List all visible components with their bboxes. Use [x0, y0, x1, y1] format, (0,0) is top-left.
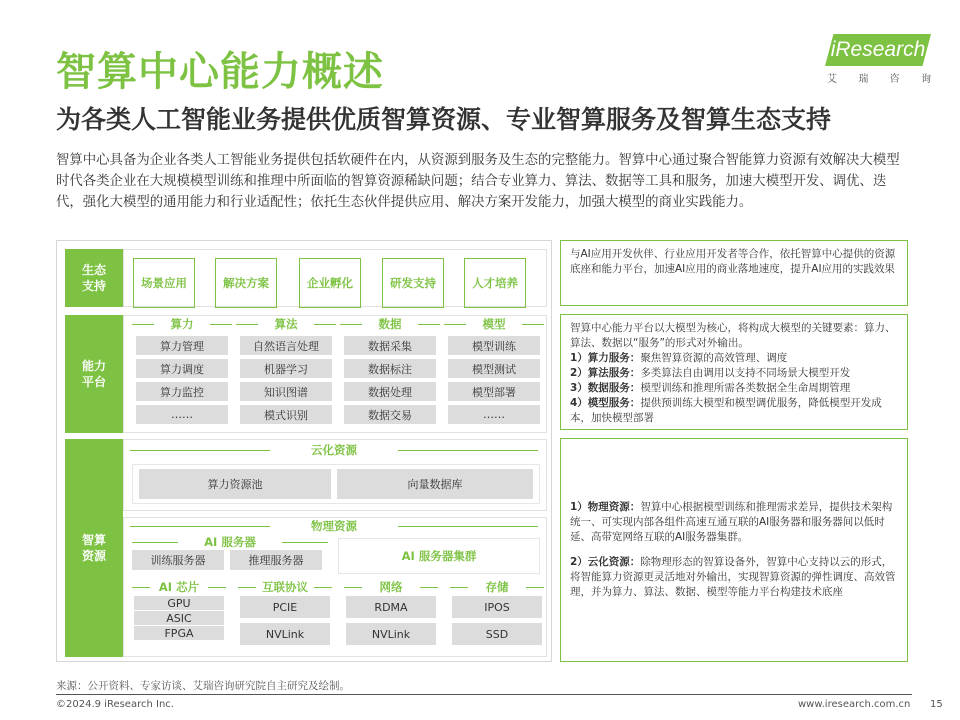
hardware-cell: FPGA [134, 626, 224, 640]
platform-column-head: 算法 [274, 317, 298, 331]
divider [130, 526, 270, 527]
divider [398, 526, 538, 527]
description-item-key: 1）物理资源： [570, 501, 641, 513]
iresearch-logo [823, 34, 933, 84]
platform-cell: 算力监控 [136, 382, 228, 401]
ecosystem-description: 与AI应用开发伙伴、行业应用开发者等合作，依托智算中心提供的资源底座和能力平台，加速AI应用的商业落地速度，提升AI应用的实践效果 [560, 240, 908, 306]
platform-column-head: 模型 [482, 317, 506, 331]
eco-item: 研发支持 [382, 258, 444, 308]
eco-item: 解决方案 [215, 258, 277, 308]
divider [418, 324, 440, 325]
platform-cell: 自然语言处理 [240, 336, 332, 355]
copyright: ©2024.9 iResearch Inc. [56, 699, 174, 710]
logo-char: 询 [920, 74, 931, 85]
cloud-resources-title: 云化资源 [311, 443, 357, 457]
page-title: 智算中心能力概述 [56, 49, 384, 95]
website: www.iresearch.com.cn [798, 699, 911, 710]
eco-item: 场景应用 [133, 258, 195, 308]
divider [132, 324, 154, 325]
hardware-cell: RDMA [346, 596, 436, 618]
ai-server-cluster: AI 服务器集群 [338, 538, 540, 574]
source-note: 来源：公开资料、专家访谈、艾瑞咨询研究院自主研究及绘制。 [56, 680, 350, 692]
divider [236, 324, 258, 325]
platform-intro: 智算中心能力平台以大模型为核心，将构成大模型的关键要素：算力、算法、数据以“服务”的形式对外输出。 [570, 322, 896, 349]
platform-cell: …… [136, 405, 228, 424]
divider [444, 324, 466, 325]
cloud-cell: 算力资源池 [139, 469, 331, 499]
description-item [570, 351, 898, 366]
platform-cell: …… [448, 405, 540, 424]
physical-resources-title: 物理资源 [311, 519, 357, 533]
platform-cell: 知识图谱 [240, 382, 332, 401]
description-item [570, 396, 898, 426]
hardware-group-head: 互联协议 [262, 580, 308, 594]
divider [314, 324, 336, 325]
description-item-key: 2）云化资源： [570, 556, 641, 568]
platform-cell: 数据采集 [344, 336, 436, 355]
intro-paragraph: 智算中心具备为企业各类人工智能业务提供包括软硬件在内，从资源到服务及生态的完整能力。智算中心通过聚合智能算力资源有效解决大模型时代各类企业在大规模模型训练和推理中所面临的智算资源稀缺问题；结合专业算力、算法、数据等工具和服务，加速大模型开发、调优、迭代，强化大模型的通用能力和行业适配性；依托生态伙伴提供应用、解决方案开发能力，加强大模型的商业实践能力。 [56, 153, 900, 210]
hardware-cell: GPU [134, 596, 224, 610]
description-item [570, 381, 898, 396]
cloud-cell: 向量数据库 [337, 469, 533, 499]
hardware-group-head: 网络 [379, 580, 403, 594]
logo-char: 瑞 [858, 74, 869, 85]
description-item-key: 3）数据服务： [570, 382, 641, 394]
divider [398, 450, 538, 451]
divider [210, 324, 232, 325]
divider [450, 587, 468, 588]
platform-cell: 模型训练 [448, 336, 540, 355]
description-item-text: 多类算法自由调用以支持不同场景大模型开发 [640, 367, 851, 379]
divider [526, 587, 544, 588]
hardware-cell: NVLink [240, 623, 330, 645]
row-label-ecosystem: 生态 支持 [65, 249, 123, 307]
divider [282, 542, 328, 543]
platform-items [570, 351, 898, 426]
logo-char: 艾 [827, 74, 837, 85]
hardware-cell: ASIC [134, 611, 224, 625]
hardware-group-head: AI 芯片 [158, 580, 200, 594]
platform-cell: 模型部署 [448, 382, 540, 401]
hardware-cell: NVLink [346, 623, 436, 645]
divider [420, 587, 438, 588]
description-item [570, 555, 898, 600]
ecosystem-box [123, 249, 547, 307]
resource-items [570, 500, 898, 600]
platform-cell: 模式识别 [240, 405, 332, 424]
description-item-text: 除物理形态的智算设备外，智算中心支持以云的形式，将智能算力资源更灵活地对外输出，实现智算资源的弹性调度、高效管理，并为算力、算法、数据、模型等能力平台构建技术底座 [570, 556, 896, 598]
hardware-cell: SSD [452, 623, 542, 645]
divider [130, 450, 270, 451]
eco-item: 企业孵化 [299, 258, 361, 308]
platform-description [560, 314, 908, 430]
divider [208, 587, 226, 588]
footer-divider [56, 694, 912, 695]
platform-cell: 数据交易 [344, 405, 436, 424]
row-label-resources: 智算 资源 [65, 439, 123, 657]
logo-char: 咨 [889, 74, 900, 85]
description-item-key: 4）模型服务： [570, 397, 641, 409]
platform-column-head: 数据 [378, 317, 402, 331]
divider [522, 324, 544, 325]
description-item-text: 模型训练和推理所需各类数据全生命周期管理 [640, 382, 851, 394]
platform-box [123, 315, 547, 433]
description-item-key: 2）算法服务： [570, 367, 641, 379]
row-label-platform: 能力 平台 [65, 315, 123, 433]
page-number: 15 [930, 699, 943, 710]
hardware-group [342, 580, 440, 654]
platform-cell: 模型测试 [448, 359, 540, 378]
hardware-group [448, 580, 546, 654]
physical-resources-panel [123, 517, 547, 657]
architecture-diagram [56, 240, 552, 662]
divider [344, 587, 362, 588]
description-item-key: 1）算力服务： [570, 352, 641, 364]
platform-cell: 数据标注 [344, 359, 436, 378]
cloud-resources-panel [123, 439, 547, 511]
divider [340, 324, 362, 325]
description-item [570, 366, 898, 381]
page-subtitle: 为各类人工智能业务提供优质智算资源、专业智算服务及智算生态支持 [56, 105, 832, 134]
ai-server-group [130, 536, 330, 572]
cloud-cells-frame [132, 464, 540, 504]
hardware-group [236, 580, 334, 654]
logo-brand: iResearch [830, 38, 926, 61]
hardware-cell: PCIE [240, 596, 330, 618]
divider [132, 587, 150, 588]
ai-server-cell: 训练服务器 [132, 550, 224, 570]
platform-cell: 机器学习 [240, 359, 332, 378]
eco-item: 人才培养 [464, 258, 526, 308]
platform-cell: 算力调度 [136, 359, 228, 378]
description-item [570, 500, 898, 545]
hardware-group [130, 580, 228, 654]
description-item-text: 提供预训练大模型和模型调优服务，降低模型开发成本，加快模型部署 [570, 397, 882, 424]
resources-description [560, 438, 908, 662]
platform-cell: 算力管理 [136, 336, 228, 355]
hardware-cell: IPOS [452, 596, 542, 618]
ai-server-cell: 推理服务器 [230, 550, 322, 570]
divider [314, 587, 332, 588]
description-item-text: 智算中心根据模型训练和推理需求差异，提供技术架构统一、可实现内部各组件高速互通互联的AI服务器和服务器间以低时延、高带宽网络互联的AI服务器集群。 [570, 501, 893, 543]
platform-column-head: 算力 [170, 317, 194, 331]
divider [238, 587, 256, 588]
hardware-group-head: 存储 [485, 580, 509, 594]
platform-cell: 数据处理 [344, 382, 436, 401]
divider [132, 542, 178, 543]
logo-chars [827, 70, 931, 85]
ai-server-title: AI 服务器 [204, 535, 256, 549]
description-item-text: 聚焦智算资源的高效管理、调度 [640, 352, 788, 364]
